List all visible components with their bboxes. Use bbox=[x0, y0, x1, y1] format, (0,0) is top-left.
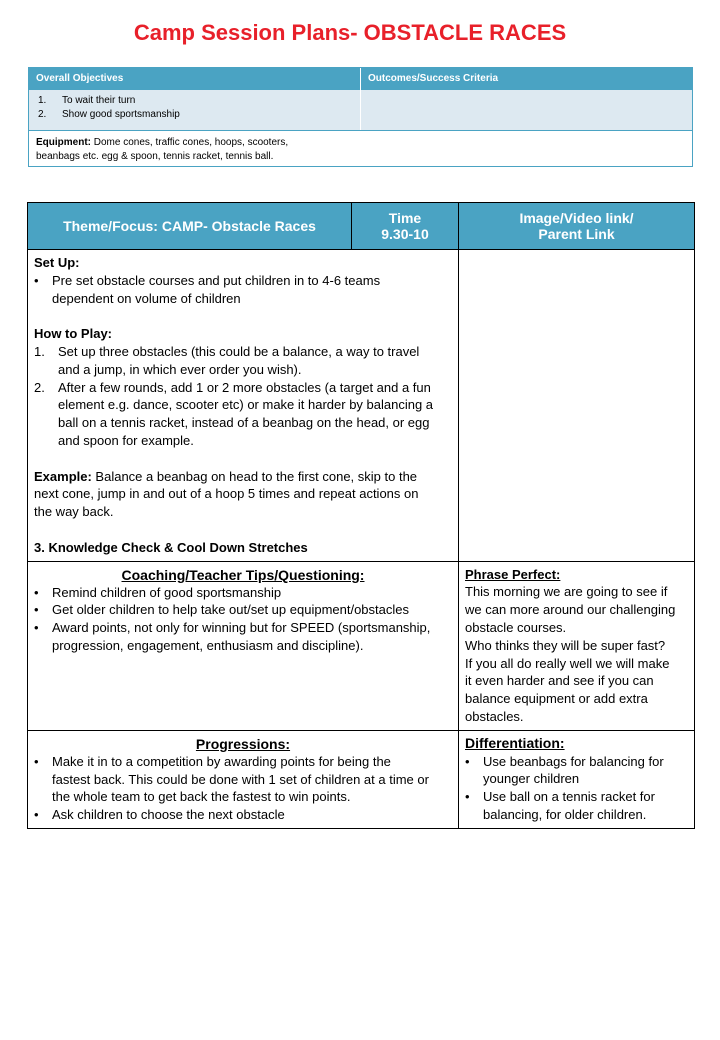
activity-cell bbox=[28, 250, 459, 562]
differentiation-text: younger children bbox=[483, 771, 580, 787]
differentiation-text: Use beanbags for balancing for bbox=[483, 753, 664, 769]
objectives-list bbox=[36, 94, 353, 122]
step-text: After a few rounds, add 1 or 2 more obstacles (a target and a fun bbox=[58, 379, 431, 395]
coaching-row bbox=[28, 561, 695, 730]
media-link-header bbox=[459, 203, 695, 250]
phrase-line: If you all do really well we will make bbox=[465, 655, 670, 671]
bullet: • bbox=[465, 753, 470, 769]
differentiation-item bbox=[465, 788, 688, 824]
objective-item bbox=[36, 108, 353, 122]
setup-heading: Set Up: bbox=[34, 255, 80, 270]
coaching-text-continued: progression, engagement, enthusiasm and discipline). bbox=[52, 637, 364, 653]
step-text: Set up three obstacles (this could be a balance, a way to travel bbox=[58, 343, 420, 359]
outcomes-header: Outcomes/Success Criteria bbox=[368, 73, 499, 84]
theme-focus-header: Theme/Focus: CAMP- Obstacle Races bbox=[28, 203, 352, 250]
step-text: and a jump, in which ever order you wish). bbox=[58, 361, 302, 377]
progression-text: fastest back. This could be done with 1 set of children at a time or bbox=[52, 771, 429, 787]
coaching-heading: Coaching/Teacher Tips/Questioning: bbox=[121, 566, 365, 583]
objective-item bbox=[36, 94, 353, 108]
equipment-section bbox=[29, 131, 692, 166]
coaching-item bbox=[34, 619, 452, 655]
objective-number: 1. bbox=[38, 95, 47, 106]
outcomes-cell bbox=[361, 90, 692, 130]
media-link-cell bbox=[459, 250, 695, 562]
equipment-text-continued: beanbags etc. egg & spoon, tennis racket, tennis ball. bbox=[36, 151, 274, 162]
phrase-line: Who thinks they will be super fast? bbox=[465, 637, 666, 653]
progression-text: Make it in to a competition by awarding points for being the bbox=[52, 753, 391, 769]
objective-number: 2. bbox=[38, 109, 47, 120]
example-paragraph bbox=[34, 468, 452, 521]
phrase-perfect-cell bbox=[459, 561, 695, 730]
bullet: • bbox=[465, 789, 470, 805]
setup-text: Pre set obstacle courses and put children in to 4-6 teams bbox=[52, 272, 381, 288]
phrase-line: obstacle courses. bbox=[465, 619, 567, 635]
time-header bbox=[352, 203, 459, 250]
phrase-line: This morning we are going to see if bbox=[465, 584, 668, 600]
coaching-text: Remind children of good sportsmanship bbox=[52, 584, 282, 600]
differentiation-text: balancing, for older children. bbox=[483, 806, 647, 822]
objectives-cell bbox=[29, 90, 361, 130]
objectives-row bbox=[29, 90, 692, 131]
activity-row bbox=[28, 250, 695, 562]
step-number: 2. bbox=[34, 379, 45, 395]
differentiation-heading: Differentiation: bbox=[465, 734, 565, 751]
bullet: • bbox=[34, 620, 39, 636]
coaching-item bbox=[34, 601, 452, 619]
differentiation-cell bbox=[459, 730, 695, 828]
time-value: 9.30-10 bbox=[381, 226, 429, 242]
objectives-table bbox=[28, 67, 693, 167]
how-to-play-step bbox=[34, 379, 452, 450]
differentiation-text: Use ball on a tennis racket for bbox=[483, 789, 655, 805]
bullet: • bbox=[34, 753, 39, 769]
bullet: • bbox=[34, 584, 39, 600]
example-text: the way back. bbox=[34, 504, 114, 520]
page-title: Camp Session Plans- OBSTACLE RACES bbox=[133, 20, 567, 45]
bullet: • bbox=[34, 602, 39, 618]
phrase-line: it even harder and see if you can bbox=[465, 673, 654, 689]
step-number: 1. bbox=[34, 343, 45, 359]
example-label: Example: bbox=[34, 468, 92, 484]
progressions-heading: Progressions: bbox=[195, 735, 291, 752]
step-text: and spoon for example. bbox=[58, 432, 194, 448]
bullet: • bbox=[34, 807, 39, 823]
progressions-row bbox=[28, 730, 695, 828]
phrase-line: obstacles. bbox=[465, 708, 524, 724]
equipment-label: Equipment: bbox=[36, 137, 91, 148]
progression-text: Ask children to choose the next obstacle bbox=[52, 807, 285, 823]
objectives-header: Overall Objectives bbox=[29, 68, 361, 90]
step-text: ball on a tennis racket, instead of a beanbag on the head, or egg bbox=[58, 415, 430, 431]
bullet: • bbox=[34, 272, 39, 288]
phrase-line: balance equipment or add extra bbox=[465, 691, 648, 707]
setup-item bbox=[34, 272, 452, 308]
coaching-item bbox=[34, 584, 452, 602]
example-text: Balance a beanbag on head to the first cone, skip to the bbox=[91, 468, 418, 484]
progression-item bbox=[34, 753, 452, 806]
progression-item bbox=[34, 806, 452, 824]
time-label: Time bbox=[388, 210, 422, 226]
objective-text: Show good sportsmanship bbox=[62, 109, 180, 120]
objectives-header-row bbox=[29, 68, 692, 90]
equipment-text: Dome cones, traffic cones, hoops, scooters, bbox=[91, 137, 289, 148]
example-text: next cone, jump in and out of a hoop 5 times and repeat actions on bbox=[34, 486, 419, 502]
coaching-text: Get older children to help take out/set up equipment/obstacles bbox=[52, 602, 409, 618]
coaching-cell bbox=[28, 561, 459, 730]
session-plan-table bbox=[27, 202, 695, 829]
media-label: Image/Video link/ bbox=[519, 210, 634, 226]
knowledge-check: 3. Knowledge Check & Cool Down Stretches bbox=[34, 539, 308, 555]
progressions-cell bbox=[28, 730, 459, 828]
setup-text-continued: dependent on volume of children bbox=[52, 290, 241, 306]
plan-header-row bbox=[28, 203, 695, 250]
differentiation-item bbox=[465, 753, 688, 789]
how-to-play-heading: How to Play: bbox=[34, 326, 113, 342]
phrase-perfect-heading: Phrase Perfect: bbox=[465, 566, 561, 582]
step-text: element e.g. dance, scooter etc) or make it harder by balancing a bbox=[58, 397, 434, 413]
phrase-line: we can more around our challenging bbox=[465, 602, 676, 618]
parent-link-label: Parent Link bbox=[538, 226, 615, 242]
progression-text: the whole team to get back the fastest to win points. bbox=[52, 789, 351, 805]
objective-text: To wait their turn bbox=[62, 95, 136, 106]
how-to-play-step bbox=[34, 343, 452, 379]
coaching-text: Award points, not only for winning but for SPEED (sportsmanship, bbox=[52, 620, 431, 636]
